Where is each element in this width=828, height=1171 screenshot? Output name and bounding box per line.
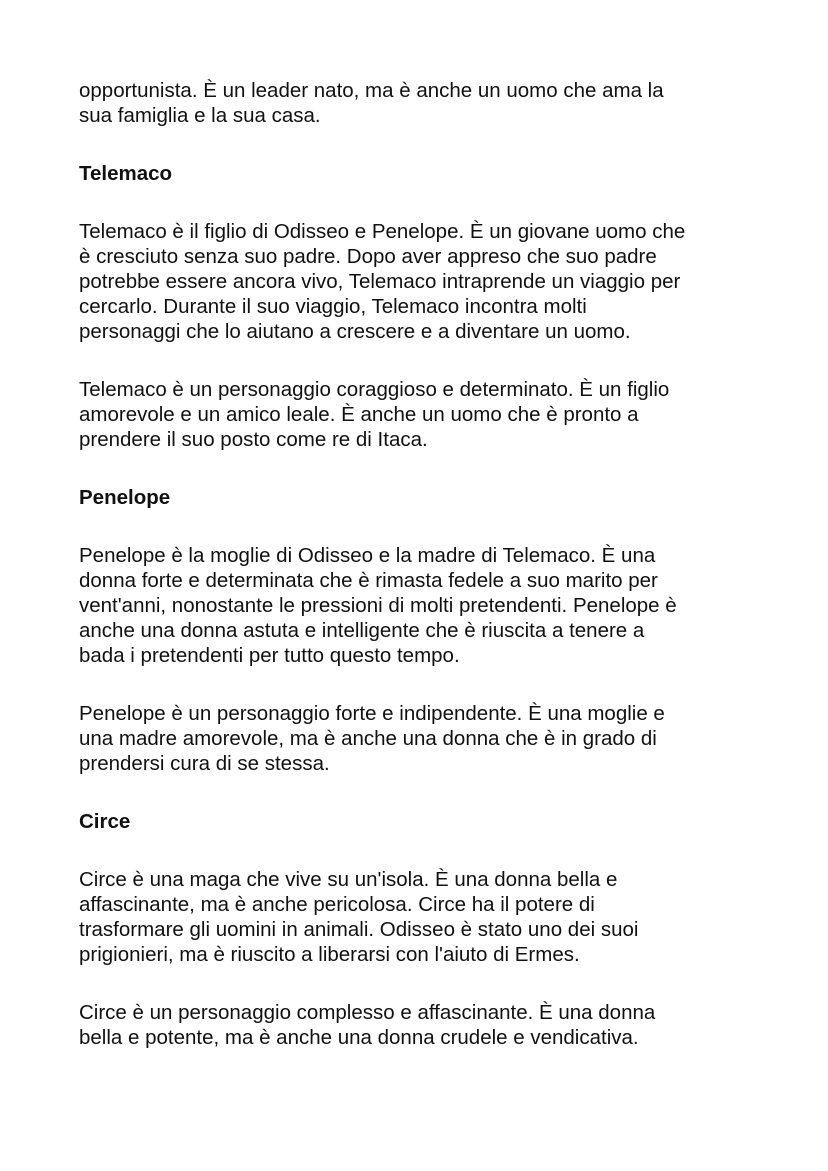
penelope-paragraph-2: Penelope è un personaggio forte e indipendente. È una moglie e una madre amorevole, ma è anche una donna che è in grado di prendersi cura di se stessa. [79, 702, 665, 775]
penelope-paragraph-1: Penelope è la moglie di Odisseo e la madre di Telemaco. È una donna forte e determinata che è rimasta fedele a suo marito per vent'anni, nonostante le pressioni di molti pretendenti. Penelope è anche una donna astuta e intelligente che è riuscita a tenere a bada i pretendenti per tutto questo tempo. [79, 544, 677, 667]
heading-telemaco: Telemaco [79, 162, 173, 185]
circe-paragraph-2: Circe è un personaggio complesso e affascinante. È una donna bella e potente, ma è anche una donna crudele e vendicativa. [79, 1001, 656, 1049]
document-page [79, 78, 769, 1050]
circe-paragraph-1: Circe è una maga che vive su un'isola. È una donna bella e affascinante, ma è anche pericolosa. Circe ha il potere di trasformare gli uomini in animali. Odisseo è stato uno dei suoi prigionieri, ma è riuscito a liberarsi con l'aiuto di Ermes. [79, 868, 639, 966]
telemaco-paragraph-2: Telemaco è un personaggio coraggioso e determinato. È un figlio amorevole e un amico leale. È anche un uomo che è pronto a prendere il suo posto come re di Itaca. [79, 378, 670, 451]
telemaco-paragraph-1: Telemaco è il figlio di Odisseo e Penelope. È un giovane uomo che è cresciuto senza suo padre. Dopo aver appreso che suo padre potrebbe essere ancora vivo, Telemaco intraprende un viaggio per cercarlo. Durante il suo viaggio, Telemaco incontra molti personaggi che lo aiutano a crescere e a diventare un uomo. [79, 220, 686, 343]
heading-penelope: Penelope [79, 486, 171, 509]
intro-paragraph: opportunista. È un leader nato, ma è anche un uomo che ama la sua famiglia e la sua casa. [79, 79, 664, 127]
heading-circe: Circe [79, 810, 131, 833]
